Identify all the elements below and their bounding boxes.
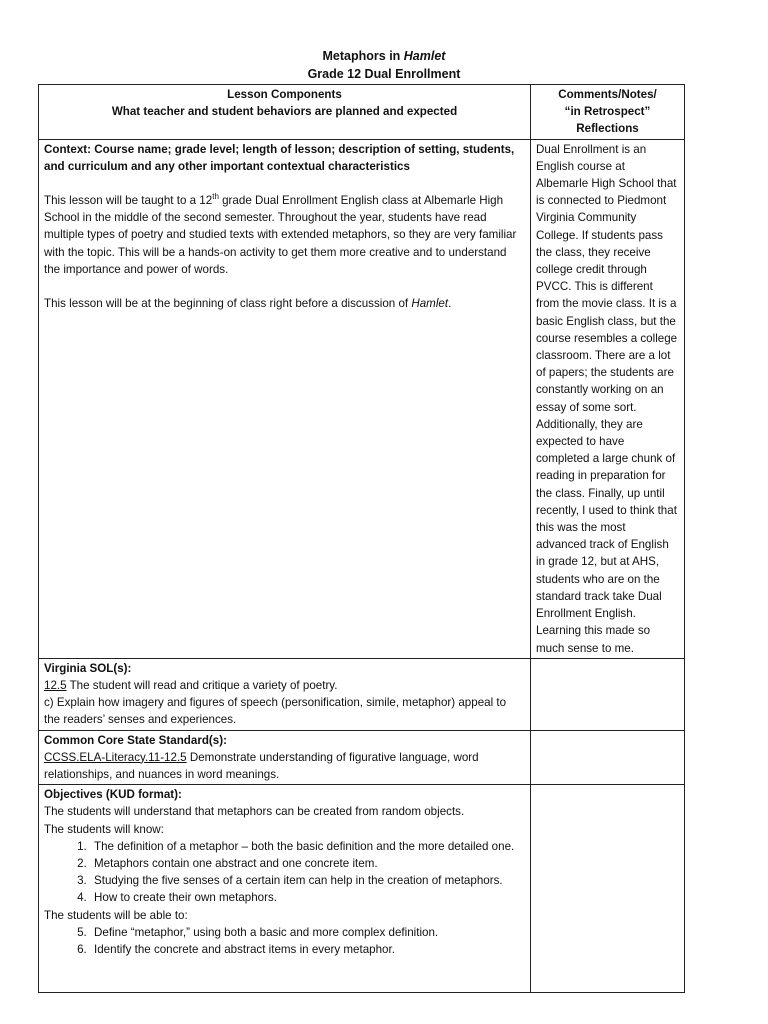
- objectives-do-label: The students will be able to:: [44, 908, 188, 922]
- context-row: [39, 139, 685, 658]
- context-label: Context: Course name; grade level; length of lesson; description of setting, students, and curriculum and any other important contextual characteristics: [44, 142, 515, 173]
- list-item: 6. Identify the concrete and abstract items in every metaphor.: [90, 941, 525, 958]
- sol-substandard: c) Explain how imagery and figures of speech (personification, simile, metaphor) appeal to the readers’ senses and experiences.: [44, 696, 507, 727]
- context-cell: [39, 139, 531, 658]
- title-work-name: Hamlet: [403, 49, 446, 63]
- objectives-know-label: The students will know:: [44, 822, 164, 836]
- document-subtitle: Grade 12 Dual Enrollment: [307, 67, 461, 81]
- sol-standard: 12.5 The student will read and critique a variety of poetry.: [44, 678, 338, 692]
- ccss-cell: [39, 730, 531, 785]
- objectives-understand: The students will understand that metaphors can be created from random objects.: [44, 805, 465, 819]
- list-item: 3. Studying the five senses of a certain item can help in the creation of metaphors.: [90, 872, 525, 889]
- ccss-row: [39, 730, 685, 785]
- document-title: Metaphors in Hamlet: [322, 49, 446, 63]
- context-note-cell: Dual Enrollment is an English course at Albemarle High School that is connected to Piedmont Virginia Community College. If students pass the class, they receive college credit through PVCC. This is different from the movie class. It is a basic English class, but the course resembles a college classroom. There are a lot of papers; the students are constantly working on an essay of some sort. Additionally, they are expected to have completed a large chunk of reading in preparation for the class. Finally, up until recently, I used to think that this was the most advanced track of English in grade 12, but at AHS, students who are on the standard track take Dual Enrollment English. Learning this made so much sense to me.: [531, 139, 685, 658]
- context-paragraph-2: This lesson will be at the beginning of class right before a discussion of Hamlet.: [44, 297, 452, 311]
- sol-row: [39, 658, 685, 730]
- list-item: 2. Metaphors contain one abstract and one concrete item.: [90, 855, 525, 872]
- table-header-row: [39, 85, 685, 140]
- context-paragraph-1: This lesson will be taught to a 12th grade Dual Enrollment English class at Albemarle High School in the middle of the second semester. Throughout the year, students have read multiple types of poetry and studied texts with extended metaphors, so they are very familiar with the topic. This will be a hands-on activity to get them more creative and to understand the importance and power of words.: [44, 192, 517, 276]
- sol-code: 12.5: [44, 678, 67, 692]
- sol-note-cell: [531, 658, 685, 730]
- ccss-note-cell: [531, 730, 685, 785]
- list-item: 1. The definition of a metaphor – both the basic definition and the more detailed one.: [90, 838, 525, 855]
- sol-label: Virginia SOL(s):: [44, 661, 132, 675]
- ccss-code: CCSS.ELA-Literacy.11-12.5: [44, 750, 187, 764]
- objectives-note-cell: [531, 785, 685, 993]
- objectives-label: Objectives (KUD format):: [44, 788, 182, 802]
- know-list: [44, 838, 525, 907]
- lesson-plan-table: [38, 84, 685, 993]
- objectives-cell: [39, 785, 531, 993]
- ccss-standard: CCSS.ELA-Literacy.11-12.5 Demonstrate understanding of figurative language, word relationships, and nuances in word meanings.: [44, 750, 479, 781]
- sol-cell: [39, 658, 531, 730]
- objectives-row: [39, 785, 685, 993]
- list-item: 5. Define “metaphor,” using both a basic and more complex definition.: [90, 924, 525, 941]
- list-item: 4. How to create their own metaphors.: [90, 889, 525, 906]
- comments-column-header: Comments/Notes/ “in Retrospect” Reflections: [531, 85, 685, 140]
- ccss-label: Common Core State Standard(s):: [44, 733, 227, 747]
- do-list: [44, 924, 525, 958]
- main-column-header: Lesson Components What teacher and student behaviors are planned and expected: [39, 85, 531, 140]
